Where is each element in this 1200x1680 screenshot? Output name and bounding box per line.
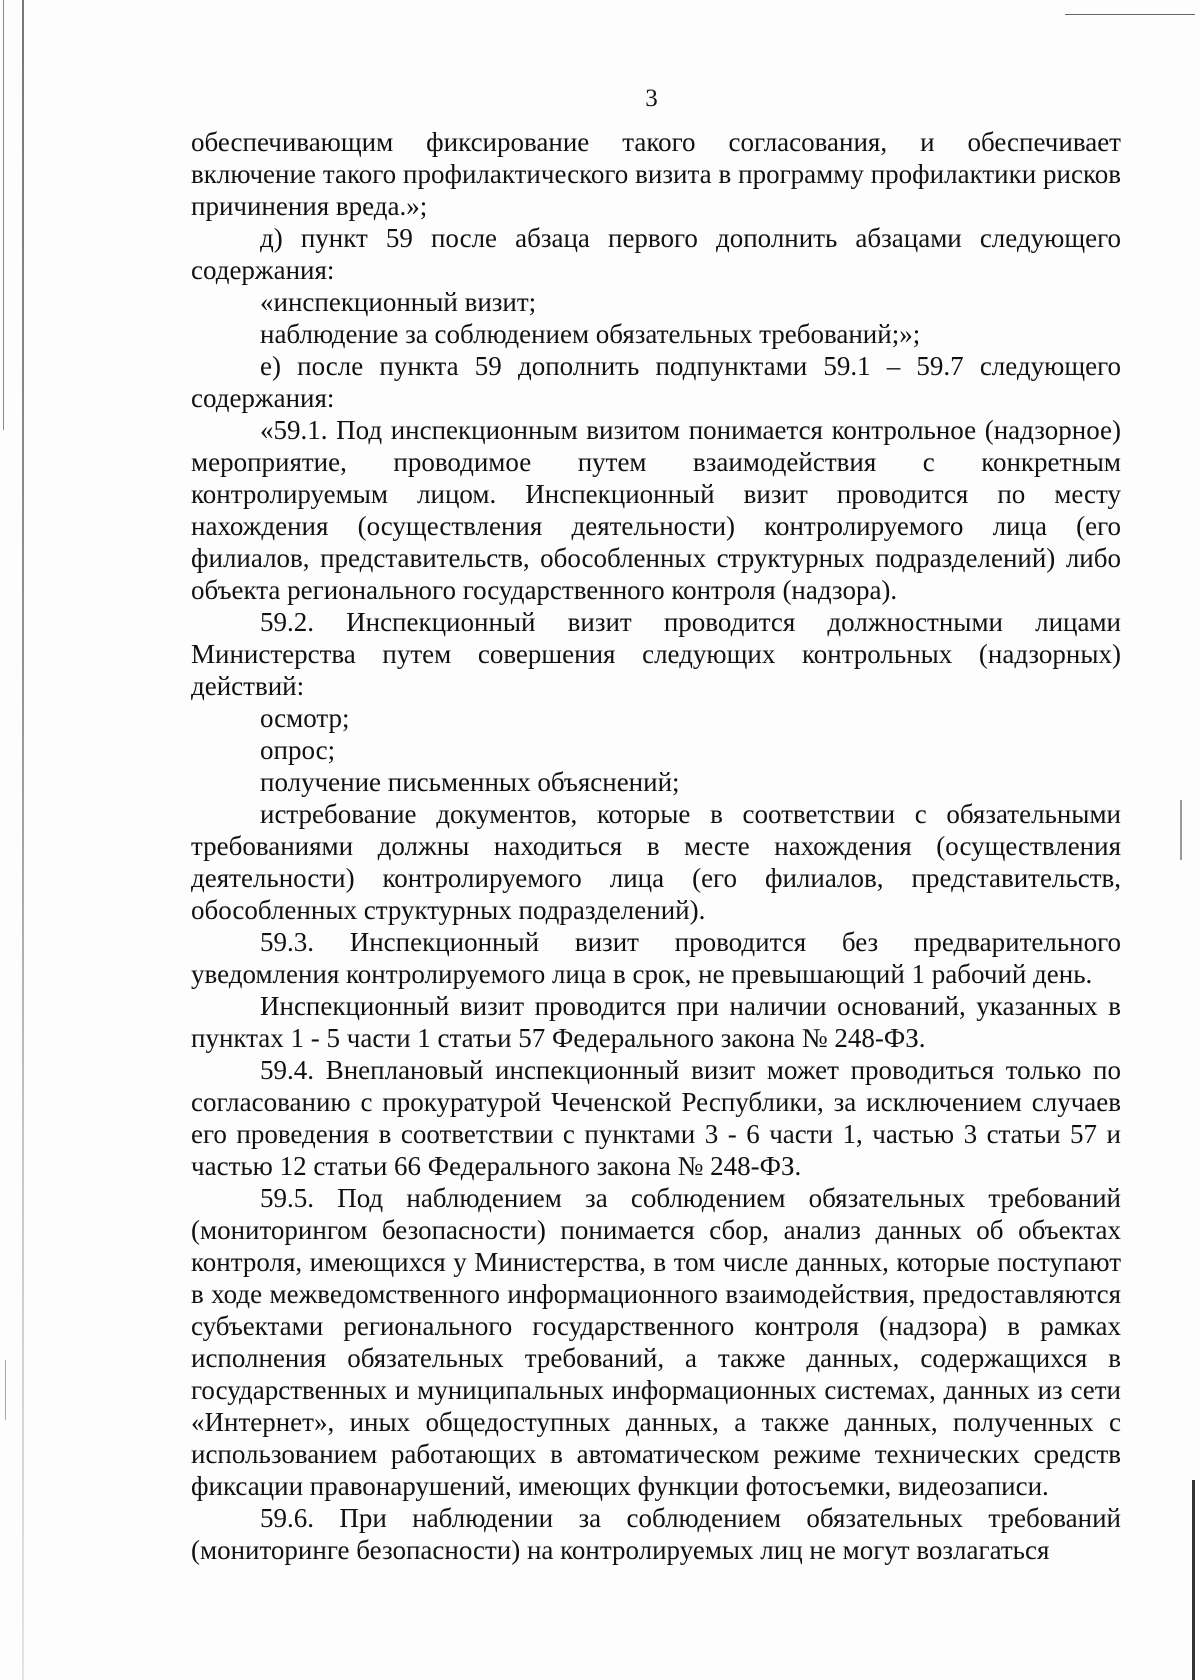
paragraph: 59.2. Инспекционный визит проводится должностными лицами Министерства путем совершения следующих контрольных (надзорных) действий: xyxy=(191,607,1121,701)
scan-mark xyxy=(1180,800,1182,860)
document-body xyxy=(191,126,1121,1566)
scan-edge-line xyxy=(1192,1480,1195,1680)
paragraph: истребование документов, которые в соответствии с обязательными требованиями должны находиться в месте нахождения (осуществления деятельности) контролируемого лица (его филиалов, представительств, обособленных структурных подразделений). xyxy=(191,799,1121,925)
paragraph: осмотр; xyxy=(260,703,350,733)
scan-mark xyxy=(5,1360,6,1420)
paragraph: «59.1. Под инспекционным визитом понимается контрольное (надзорное) мероприятие, проводимое путем взаимодействия с конкретным контролируемым лицом. Инспекционный визит проводится по месту нахождения (осуществления деятельности) контролируемого лица (его филиалов, представительств, обособленных структурных подразделений) либо объекта регионального государственного контроля (надзора). xyxy=(191,415,1121,605)
paragraph: д) пункт 59 после абзаца первого дополнить абзацами следующего содержания: xyxy=(191,223,1121,285)
paragraph: 59.4. Внеплановый инспекционный визит может проводиться только по согласованию с прокуратурой Чеченской Республики, за исключением случаев его проведения в соответствии с пунктами 3 - 6 части 1, частью 3 статьи 57 и частью 12 статьи 66 Федерального закона № 248-ФЗ. xyxy=(191,1055,1121,1181)
scan-edge-line xyxy=(22,0,24,1680)
paragraph: Инспекционный визит проводится при наличии оснований, указанных в пунктах 1 - 5 части 1 статьи 57 Федерального закона № 248-ФЗ. xyxy=(191,991,1121,1053)
paragraph: обеспечивающим фиксирование такого согласования, и обеспечивает включение такого профилактического визита в программу профилактики рисков причинения вреда.»; xyxy=(191,127,1121,221)
paragraph: опрос; xyxy=(260,735,336,765)
paragraph: 59.3. Инспекционный визит проводится без предварительного уведомления контролируемого лица в срок, не превышающий 1 рабочий день. xyxy=(191,927,1121,989)
scan-edge-line xyxy=(3,0,4,430)
paragraph: 59.6. При наблюдении за соблюдением обязательных требований (мониторинге безопасности) на контролируемых лиц не могут возлагаться xyxy=(191,1503,1121,1565)
paragraph: е) после пункта 59 дополнить подпунктами 59.1 – 59.7 следующего содержания: xyxy=(191,351,1121,413)
paragraph: наблюдение за соблюдением обязательных требований;»; xyxy=(260,319,921,349)
paragraph: получение письменных объяснений; xyxy=(260,767,680,797)
page-number: 3 xyxy=(645,85,658,112)
paragraph: «инспекционный визит; xyxy=(260,287,537,317)
paragraph: 59.5. Под наблюдением за соблюдением обязательных требований (мониторингом безопасности) понимается сбор, анализ данных об объектах контроля, имеющихся у Министерства, в том числе данных, которые поступают в ходе межведомственного информационного взаимодействия, предоставляются субъектами регионального государственного контроля (надзора) в рамках исполнения обязательных требований, а также данных, содержащихся в государственных и муниципальных информационных системах, данных из сети «Интернет», иных общедоступных данных, а также данных, полученных с использованием работающих в автоматическом режиме технических средств фиксации правонарушений, имеющих функции фотосъемки, видеозаписи. xyxy=(191,1183,1121,1501)
scan-edge-line xyxy=(1065,14,1195,15)
